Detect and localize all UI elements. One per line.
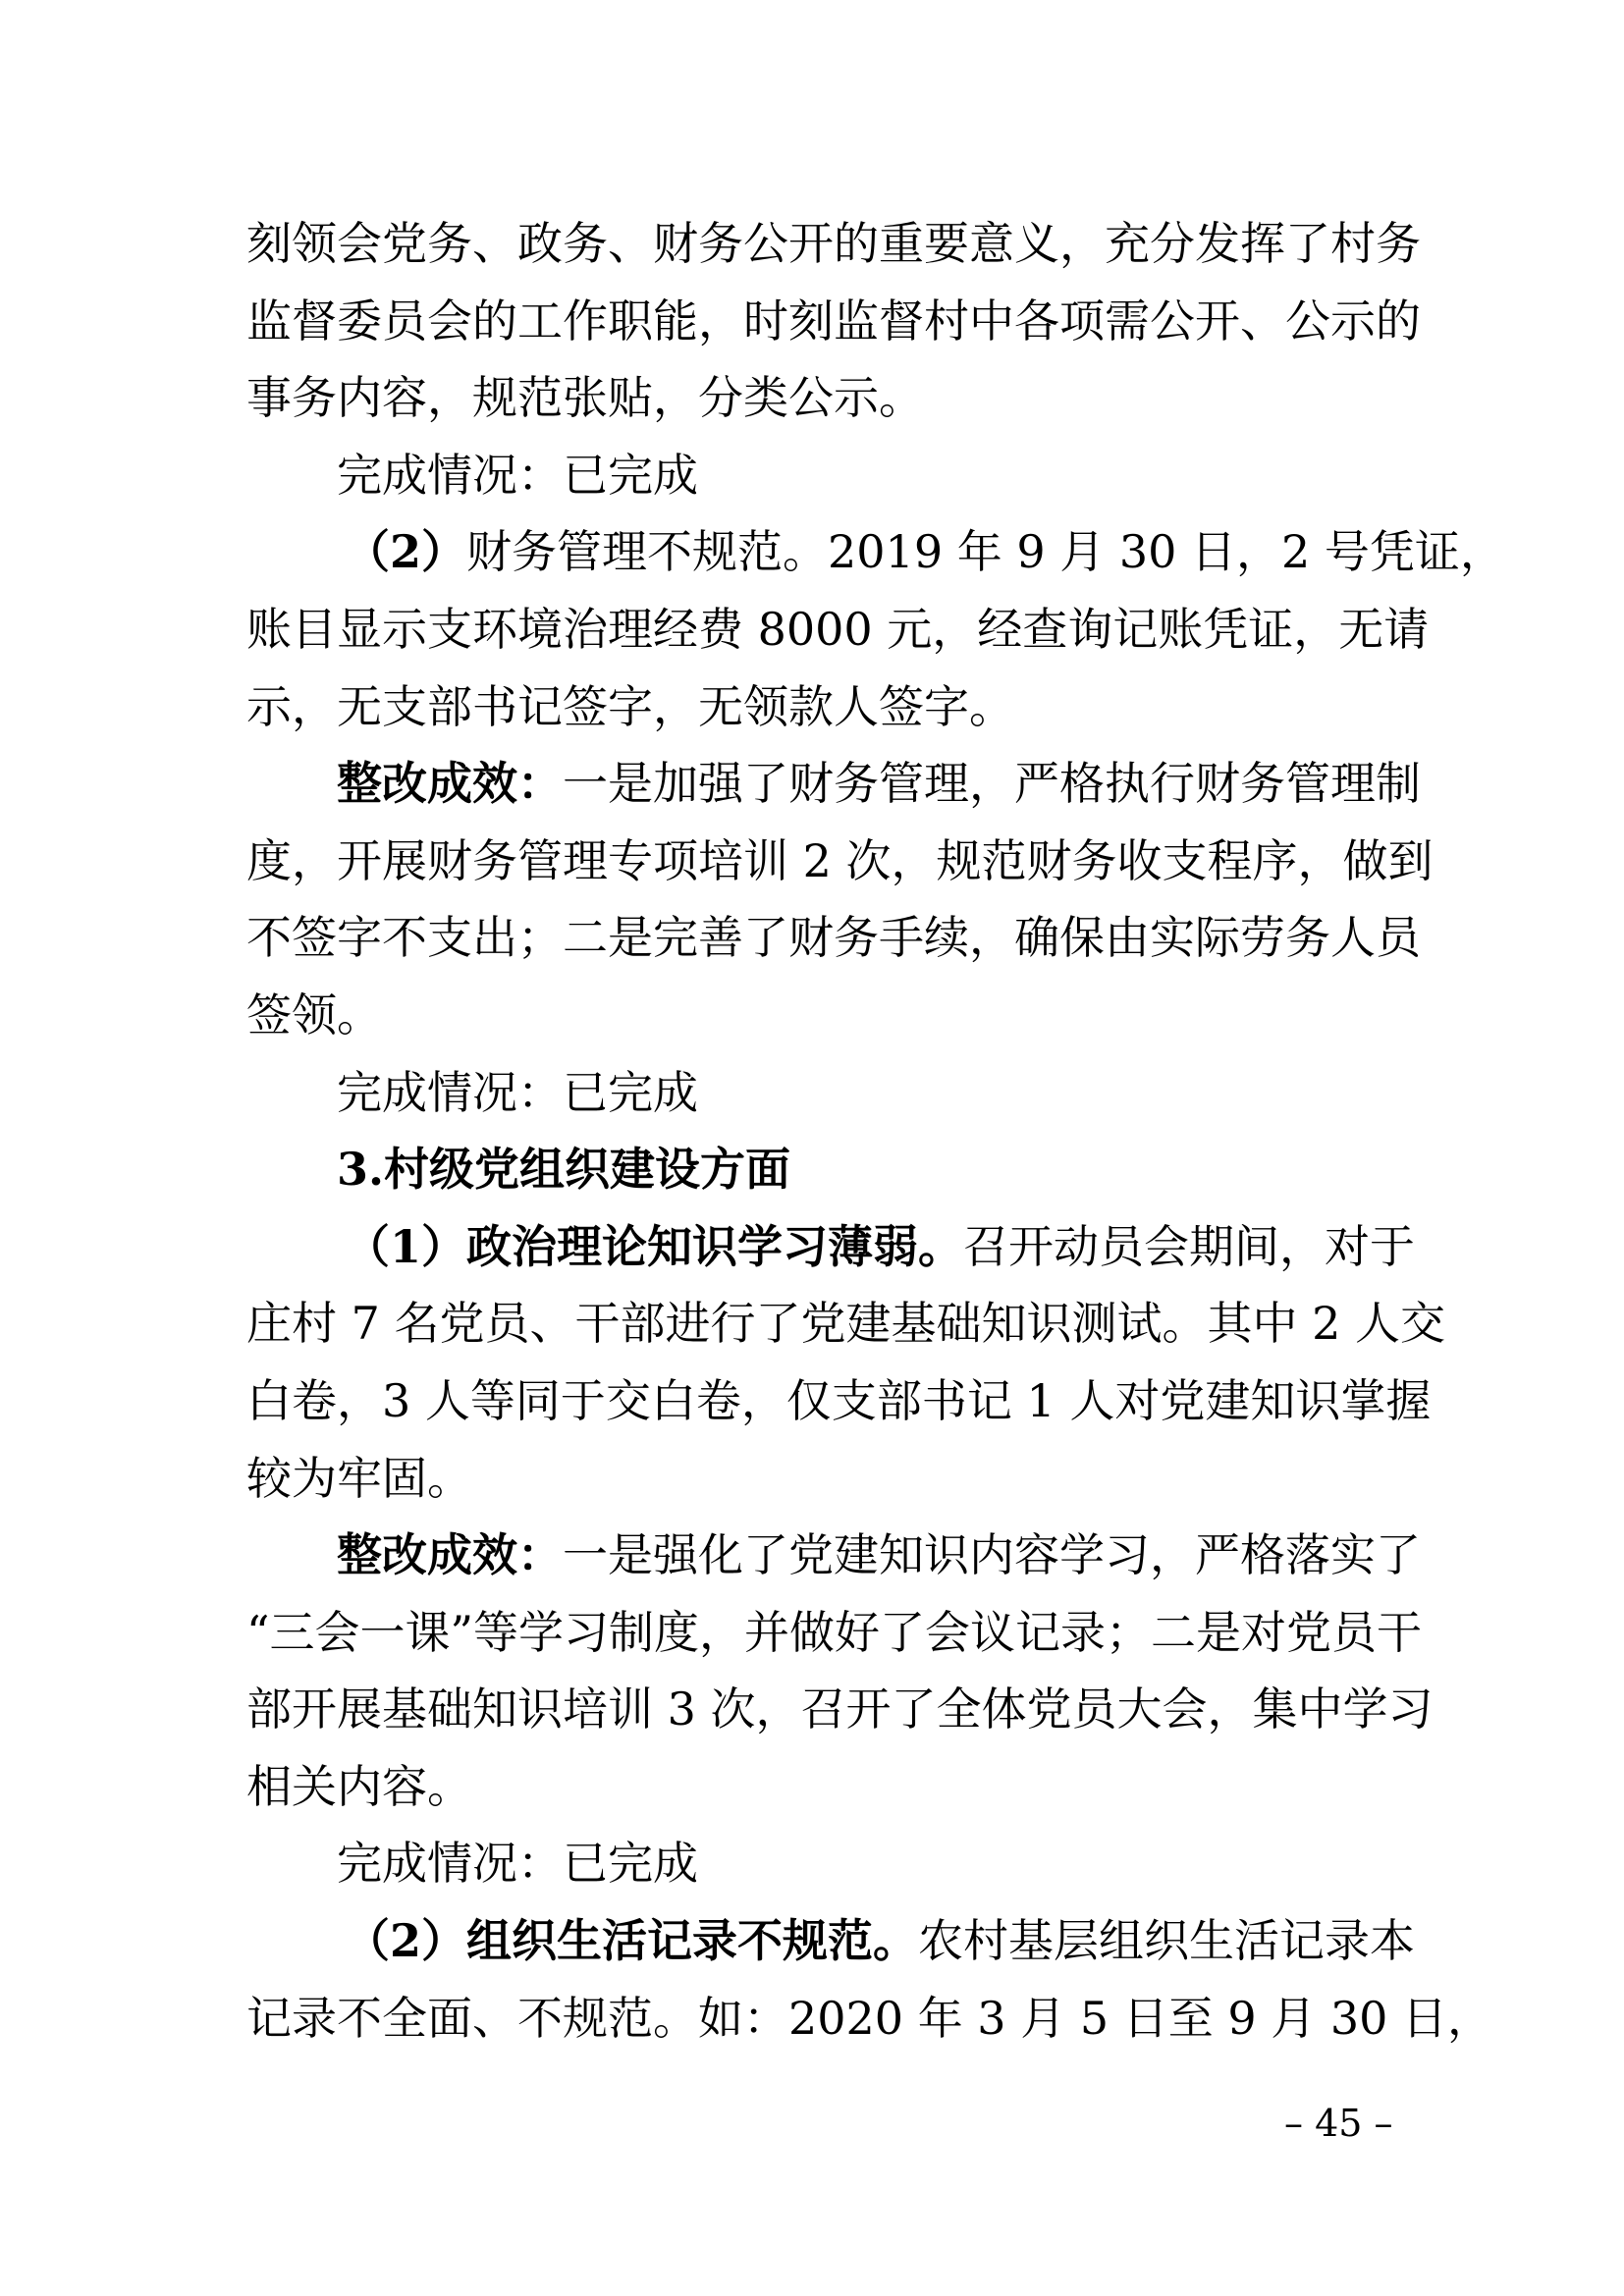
completion-status: 完成情况：已完成 bbox=[337, 448, 698, 502]
issue-label: （1）政治理论知识学习薄弱。 bbox=[345, 1219, 964, 1273]
paragraph-line: 事务内容，规范张贴，分类公示。 bbox=[246, 371, 924, 425]
paragraph-line: 部开展基础知识培训 3 次，召开了全体党员大会，集中学习 bbox=[246, 1682, 1434, 1736]
paragraph-line: “三会一课”等学习制度，并做好了会议记录；二是对党员干 bbox=[246, 1605, 1423, 1659]
issue-heading bbox=[246, 513, 1505, 591]
issue-heading bbox=[246, 1208, 1416, 1286]
rectification-heading bbox=[246, 1517, 1421, 1594]
paragraph-line: 监督委员会的工作职能，时刻监督村中各项需公开、公示的 bbox=[246, 294, 1421, 347]
issue-label: （2） bbox=[345, 525, 467, 579]
paragraph-line: 示，无支部书记签字，无领款人签字。 bbox=[246, 679, 1014, 733]
issue-text: 农村基层组织生活记录本 bbox=[918, 1914, 1416, 1968]
rectification-text: 一是强化了党建知识内容学习，严格落实了 bbox=[563, 1528, 1421, 1582]
rectification-label: 整改成效： bbox=[337, 1528, 563, 1582]
body-text bbox=[246, 205, 1505, 2056]
issue-text: 财务管理不规范。2019 年 9 月 30 日，2 号凭证， bbox=[466, 525, 1505, 579]
section-heading: 3.村级党组织建设方面 bbox=[337, 1143, 791, 1197]
paragraph-line: 相关内容。 bbox=[246, 1759, 472, 1813]
rectification-heading bbox=[246, 745, 1421, 823]
rectification-label: 整改成效： bbox=[337, 757, 563, 811]
paragraph-line: 记录不全面、不规范。如：2020 年 3 月 5 日至 9 月 30 日， bbox=[246, 1991, 1492, 2045]
paragraph-line: 庄村 7 名党员、干部进行了党建基础知识测试。其中 2 人交 bbox=[246, 1297, 1446, 1351]
completion-status: 完成情况：已完成 bbox=[337, 1065, 698, 1119]
paragraph-line: 签领。 bbox=[246, 988, 382, 1041]
issue-label: （2）组织生活记录不规范。 bbox=[345, 1914, 919, 1968]
rectification-text: 一是加强了财务管理，严格执行财务管理制 bbox=[563, 757, 1421, 811]
issue-heading bbox=[246, 1902, 1416, 1980]
paragraph-line: 较为牢固。 bbox=[246, 1451, 472, 1505]
page-number: – 45 – bbox=[1284, 2102, 1393, 2145]
completion-status: 完成情况：已完成 bbox=[337, 1837, 698, 1891]
issue-text: 召开动员会期间，对于 bbox=[963, 1219, 1416, 1273]
paragraph-line: 白卷，3 人等同于交白卷，仅支部书记 1 人对党建知识掌握 bbox=[246, 1373, 1432, 1427]
paragraph-line: 度，开展财务管理专项培训 2 次，规范财务收支程序，做到 bbox=[246, 833, 1434, 887]
paragraph-line: 账目显示支环境治理经费 8000 元，经查询记账凭证，无请 bbox=[246, 602, 1430, 656]
paragraph-line: 不签字不支出；二是完善了财务手续，确保由实际劳务人员 bbox=[246, 911, 1421, 965]
paragraph-line: 刻领会党务、政务、财务公开的重要意义，充分发挥了村务 bbox=[246, 217, 1421, 270]
